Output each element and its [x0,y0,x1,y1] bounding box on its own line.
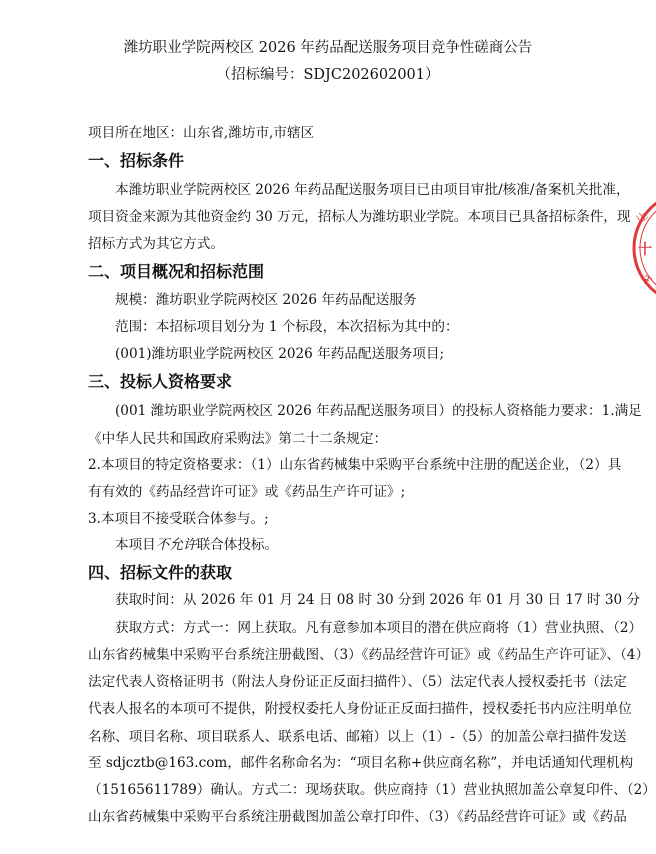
text-line: 规模：潍坊职业学院两校区 2026 年药品配送服务 [115,292,417,308]
text-line: 《中华人民共和国政府采购法》第二十二条规定： [88,431,388,447]
document-title: 潍坊职业学院两校区 2026 年药品配送服务项目竞争性磋商公告 [123,40,533,56]
section-heading: 一、招标条件 [88,151,185,170]
red-seal-stamp [612,190,656,310]
text-line: 3.本项目不接受联合体参与。; [88,511,269,527]
section-heading: 四、招标文件的获取 [88,563,233,582]
text-line: 代表人报名的本项可不提供，附授权委托人身份证正反面扫描件，授权委托书内应注明单位 [88,701,632,717]
text-line: 山东省药械集中采购平台系统注册截图、（3）《药品经营许可证》或《药品生产许可证》、（4） [88,647,650,663]
text-line: 获取方式：方式一：网上获取。凡有意参加本项目的潜在供应商将（1）营业执照、（2） [115,620,643,636]
text-line: (001)潍坊职业学院两校区 2026 年药品配送服务项目; [115,346,445,362]
text-line: 2.本项目的特定资格要求：（1）山东省药械集中采购平台系统中注册的配送企业，（2）具 [88,457,622,473]
section-heading: 二、项目概况和招标范围 [88,262,265,281]
text-line: （15165611789）确认。方式二：现场获取。供应商持（1）营业执照加盖公章复印件、（2） [88,782,656,798]
svg-text:十: 十 [638,242,652,258]
text-line: 项目资金来源为其他资金约 30 万元，招标人为潍坊职业学院。本项目已具备招标条件，现 [88,209,631,225]
text-line: 名称、项目名称、项目联系人、联系电话、邮箱）以上（1）-（5）的加盖公章扫描件发送 [88,729,627,745]
svg-text:让: 让 [633,209,651,227]
text-line: 至 sdjcztb@163.com，邮件名称命名为：“项目名称+供应商名称”，并电话通知代理机构 [88,755,634,771]
project-location: 项目所在地区：山东省,潍坊市,市辖区 [88,125,315,141]
section-heading: 三、投标人资格要求 [88,372,233,391]
text-line: 法定代表人资格证明书（附法人身份证正反面扫描件）、（5）法定代表人授权委托书（法定 [88,674,627,690]
text-line: 有有效的《药品经营许可证》或《药品生产许可证》; [88,484,406,500]
text-span: 本项目 [115,537,156,553]
emphasis-text: 不允许 [155,537,197,553]
text-line: 招标方式为其它方式。 [88,236,224,252]
text-line [115,535,570,555]
svg-text:Ŧ: Ŧ [640,273,654,289]
text-line: 范围：本招标项目划分为 1 个标段，本次招标为其中的： [115,319,459,335]
text-line: 获取时间：从 2026 年 01 月 24 日 08 时 30 分到 2026 年 01 月 30 日 17 时 30 分 [115,592,641,608]
text-line: 山东省药械集中采购平台系统注册截图加盖公章打印件、（3）《药品经营许可证》或《药品 [88,809,627,825]
tender-number: （招标编号：SDJC202602001） [216,67,440,83]
text-span: 联合体投标。 [196,537,279,553]
text-line: (001 潍坊职业学院两校区 2026 年药品配送服务项目）的投标人资格能力要求：1.满足 [115,403,642,419]
text-line: 本潍坊职业学院两校区 2026 年药品配送服务项目已由项目审批/核准/备案机关批准， [115,182,630,198]
